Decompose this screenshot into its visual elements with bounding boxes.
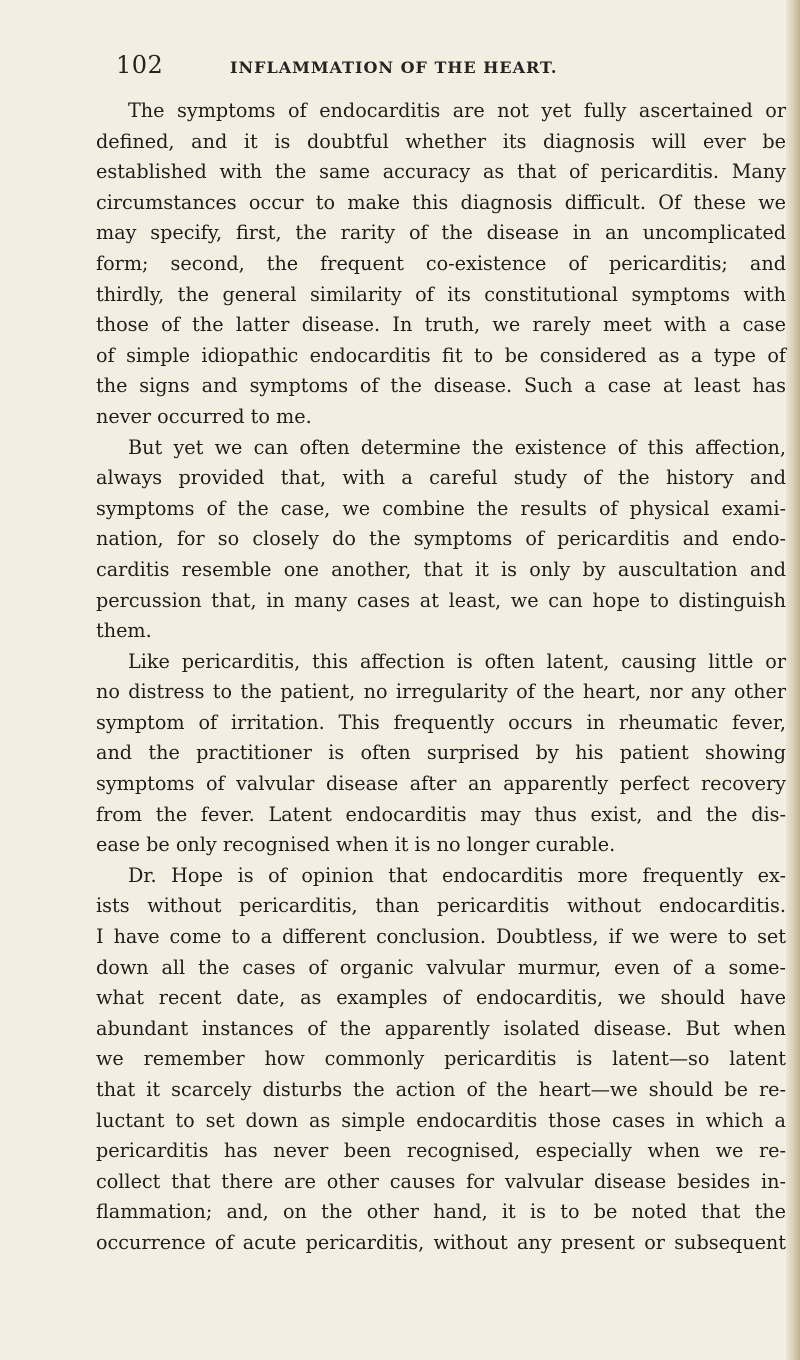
text-line: Like pericarditis, this affection is often latent, causing little or bbox=[128, 649, 786, 673]
body-text bbox=[96, 96, 786, 1259]
text-line: ease be only recognised when it is no longer curable. bbox=[96, 833, 616, 857]
text-line: nation, for so closely do the symptoms of pericarditis and endo- bbox=[96, 527, 786, 551]
text-line: them. bbox=[96, 619, 152, 643]
paragraph-3 bbox=[96, 647, 786, 861]
page-edge-shadow bbox=[786, 0, 800, 1360]
text-line: form; second, the frequent co-existence of pericarditis; and bbox=[96, 251, 786, 275]
text-line: But yet we can often determine the existence of this affection, bbox=[128, 435, 786, 459]
text-line: percussion that, in many cases at least, we can hope to distinguish bbox=[96, 588, 786, 612]
text-line: those of the latter disease. In truth, we rarely meet with a case bbox=[96, 313, 786, 337]
text-line: symptoms of valvular disease after an apparently perfect recovery bbox=[96, 772, 786, 796]
text-line: and the practitioner is often surprised by his patient showing bbox=[96, 741, 786, 765]
text-line: of simple idiopathic endocarditis fit to be considered as a type of bbox=[96, 343, 786, 367]
text-line: established with the same accuracy as that of pericarditis. Many bbox=[96, 160, 786, 184]
text-line: pericarditis has never been recognised, especially when we re- bbox=[96, 1139, 786, 1163]
paragraph-4 bbox=[96, 861, 786, 1259]
text-line: flammation; and, on the other hand, it is to be noted that the bbox=[96, 1200, 786, 1224]
text-line: we remember how commonly pericarditis is latent—so latent bbox=[96, 1047, 786, 1071]
paragraph-2 bbox=[96, 433, 786, 647]
running-title: INFLAMMATION OF THE HEART. bbox=[230, 58, 558, 77]
text-line: I have come to a different conclusion. Doubtless, if we were to set bbox=[96, 925, 786, 949]
text-line: never occurred to me. bbox=[96, 404, 312, 428]
text-line: down all the cases of organic valvular murmur, even of a some- bbox=[96, 955, 786, 979]
text-line: carditis resemble one another, that it is only by auscultation and bbox=[96, 557, 786, 581]
text-line: symptoms of the case, we combine the results of physical exami- bbox=[96, 496, 786, 520]
text-line: that it scarcely disturbs the action of the heart—we should be re- bbox=[96, 1078, 786, 1101]
text-line: no distress to the patient, no irregularity of the heart, nor any other bbox=[96, 680, 786, 704]
text-line: the signs and symptoms of the disease. Such a case at least has bbox=[96, 374, 786, 398]
text-line: Dr. Hope is of opinion that endocarditis more frequently ex- bbox=[128, 863, 786, 887]
text-line: symptom of irritation. This frequently occurs in rheumatic fever, bbox=[96, 710, 786, 734]
text-line: collect that there are other causes for valvular disease besides in- bbox=[96, 1169, 786, 1193]
text-line: always provided that, with a careful study of the history and bbox=[96, 466, 786, 490]
page-number: 102 bbox=[116, 51, 164, 79]
paragraph-1 bbox=[96, 96, 786, 433]
text-line: thirdly, the general similarity of its constitutional symptoms with bbox=[96, 282, 786, 306]
text-line: from the fever. Latent endocarditis may thus exist, and the dis- bbox=[96, 802, 786, 826]
text-line: may specify, first, the rarity of the disease in an uncomplicated bbox=[96, 221, 786, 245]
text-line: abundant instances of the apparently isolated disease. But when bbox=[96, 1016, 786, 1040]
text-line: what recent date, as examples of endocarditis, we should have bbox=[96, 986, 786, 1010]
text-line: The symptoms of endocarditis are not yet fully ascertained or bbox=[128, 99, 786, 122]
text-line: defined, and it is doubtful whether its diagnosis will ever be bbox=[96, 129, 786, 153]
text-line: ists without pericarditis, than pericarditis without endocarditis. bbox=[96, 894, 786, 918]
text-line: occurrence of acute pericarditis, without any present or subsequent bbox=[96, 1230, 786, 1254]
text-line: circumstances occur to make this diagnosis difficult. Of these we bbox=[96, 190, 786, 214]
text-line: luctant to set down as simple endocarditis those cases in which a bbox=[96, 1108, 786, 1132]
